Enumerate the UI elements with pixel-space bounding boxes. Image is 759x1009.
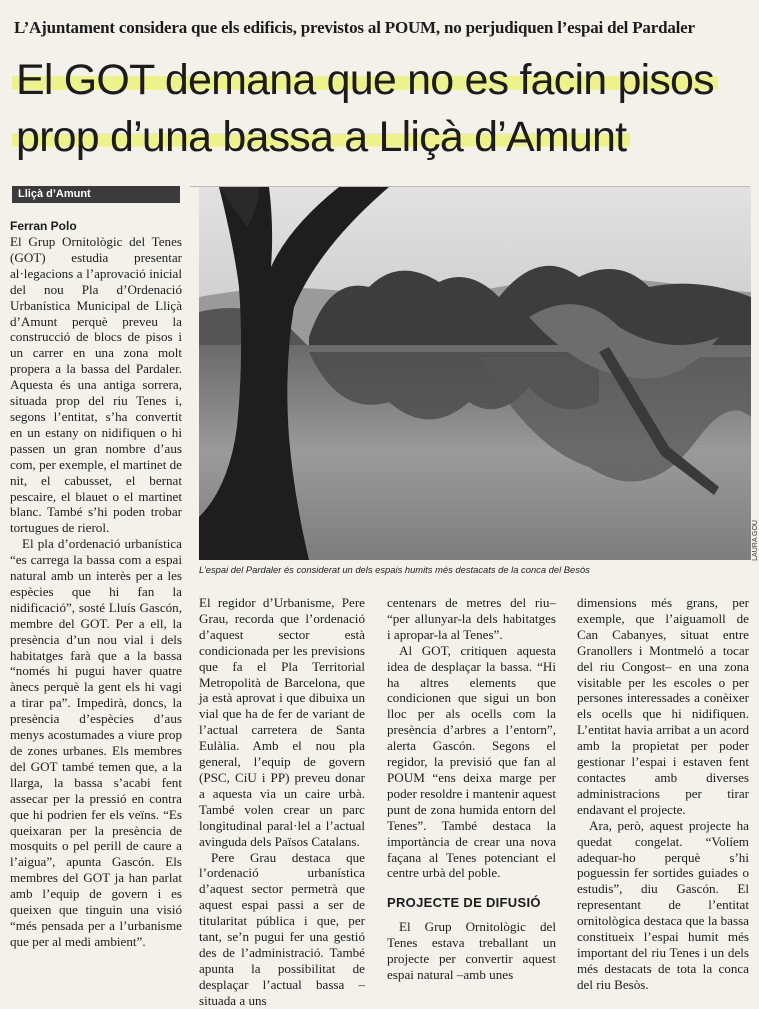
byline: Ferran Polo: [10, 219, 77, 233]
kicker: L’Ajuntament considera que els edificis, previstos al POUM, no perjudiquen l’espai del Pardaler: [14, 18, 695, 37]
headline-line-1: El GOT demana que no es facin pisos: [12, 56, 718, 104]
paragraph: El Grup Ornitològic del Tenes (GOT) estudia presentar al·legacions a l’aprovació inicial del nou Pla d’Ordenació Urbanística Municipal de Lliçà d’Amunt perquè preveu la construcció de blocs de pisos i un carrer en una zona molt propera a la bassa del Pardaler. Aquesta és una antiga sorrera, situada prop del riu Tenes i, segons l’entitat, s’ha convertit en un estany on nidifiquen o hi passen un gran nombre d’aus com, per exemple, el martinet de nit, el cabusset, el bernat pescaire, el blauet o el martinet blanc. També s’hi poden trobar tortugues de rierol.: [10, 234, 182, 536]
photo-caption: L’espai del Pardaler és considerat un dels espais humits més destacats de la conca del Besòs: [199, 564, 590, 575]
subheading: PROJECTE DE DIFUSIÓ: [387, 895, 541, 911]
pond-photo-illustration: [199, 187, 751, 560]
paragraph: El pla d’ordenació urbanística “es carrega la bassa com a espai natural amb un interès per a les espècies que hi fan la nidificació”, sosté Lluís Gascón, membre del GOT. Per a ell, la presència d’un nou vial i dels habitatges farà que a la bassa “només hi pugui haver quatre ànecs perquè la gent els hi vagi a tirar pa”. Impedirà, doncs, la presència d’espècies d’aus menys acostumades a viure prop de zones urbanes. Els membres del GOT també temen que, a la llarga, la bassa s’acabi fent assecar per la pressió en contra que hi podrien fer els veïns. “Es queixaran per la presència de mosquits o pel perill de caure a l’aigua”, apunta Gascón. Els membres del GOT ja han parlat amb l’equip de govern i es queixen que tinguin una visió “més pensada per a l’urbanisme que per al medi ambient”.: [10, 536, 182, 949]
article-photo: [199, 187, 751, 560]
article-column-2: [199, 595, 365, 1009]
section-label: Lliçà d’Amunt: [12, 186, 180, 203]
paragraph: Pere Grau destaca que l’ordenació urbanística d’aquest sector permetrà que aquest espai passi a ser de titularitat pública i que, per tant, se’n pugui fer una gestió des de l’administració. També apunta la possibilitat de desplaçar l’actual bassa –situada a uns: [199, 849, 365, 1008]
headline: [12, 52, 752, 166]
paragraph: dimensions més grans, per exemple, que l’aiguamoll de Can Cabanyes, situat entre Granollers i Montmeló a tocar del riu Congost– en una zona visitable per les escoles o per persones interessades a conèixer els ocells que hi nidifiquen. L’entitat havia arribat a un acord amb la propietat per poder gestionar l’espai i estaven fent contactes amb diverses administracions per tirar endavant el projecte.: [577, 595, 749, 817]
article-column-3: [387, 595, 556, 983]
paragraph: Al GOT, critiquen aquesta idea de desplaçar la bassa. “Hi ha altres elements que condicionen que sigui un bon lloc per als ocells com la presència d’arbres a l’entorn”, alerta Gascón. Segons el regidor, la previsió que fan al POUM “ens deixa marge per poder resoldre i mantenir aquest punt de zona humida entorn del Tenes”. També destaca la importància de crear una nova façana al Tenes potenciant el centre urbà del poble.: [387, 642, 556, 881]
headline-line-2: prop d’una bassa a Lliçà d’Amunt: [12, 113, 630, 161]
paragraph: El regidor d’Urbanisme, Pere Grau, recorda que l’ordenació d’aquest sector està condicionada per les previsions que fa el Pla Territorial Metropolità de Barcelona, que ja està aprovat i que dibuixa un vial que ha de fer de variant de l’actual carretera de Santa Eulàlia. Amb el nou pla general, l’equip de govern (PSC, CiU i PP) preveu donar a aquesta via un caire urbà. També volen crear un parc longitudinal paral·lel a l’actual avinguda dels Països Catalans.: [199, 595, 365, 849]
article-column-1: [10, 234, 182, 950]
paragraph: El Grup Ornitològic del Tenes estava treballant un projecte per convertir aquest espai natural –amb unes: [387, 919, 556, 982]
article-column-4: [577, 595, 749, 993]
paragraph: centenars de metres del riu– “per allunyar-la dels habitatges i apropar-la al Tenes”.: [387, 595, 556, 642]
paragraph: Ara, però, aquest projecte ha quedat congelat. “Volíem adequar-ho perquè s’hi poguessin fer sortides guiades o estudis”, diu Gascón. El representant de l’entitat ornitològica destaca que la bassa constitueix l’espai humit més important del riu Tenes i un dels més destacats de tota la conca del riu Besòs.: [577, 817, 749, 992]
photo-credit: LAURA GOU: [752, 520, 759, 561]
